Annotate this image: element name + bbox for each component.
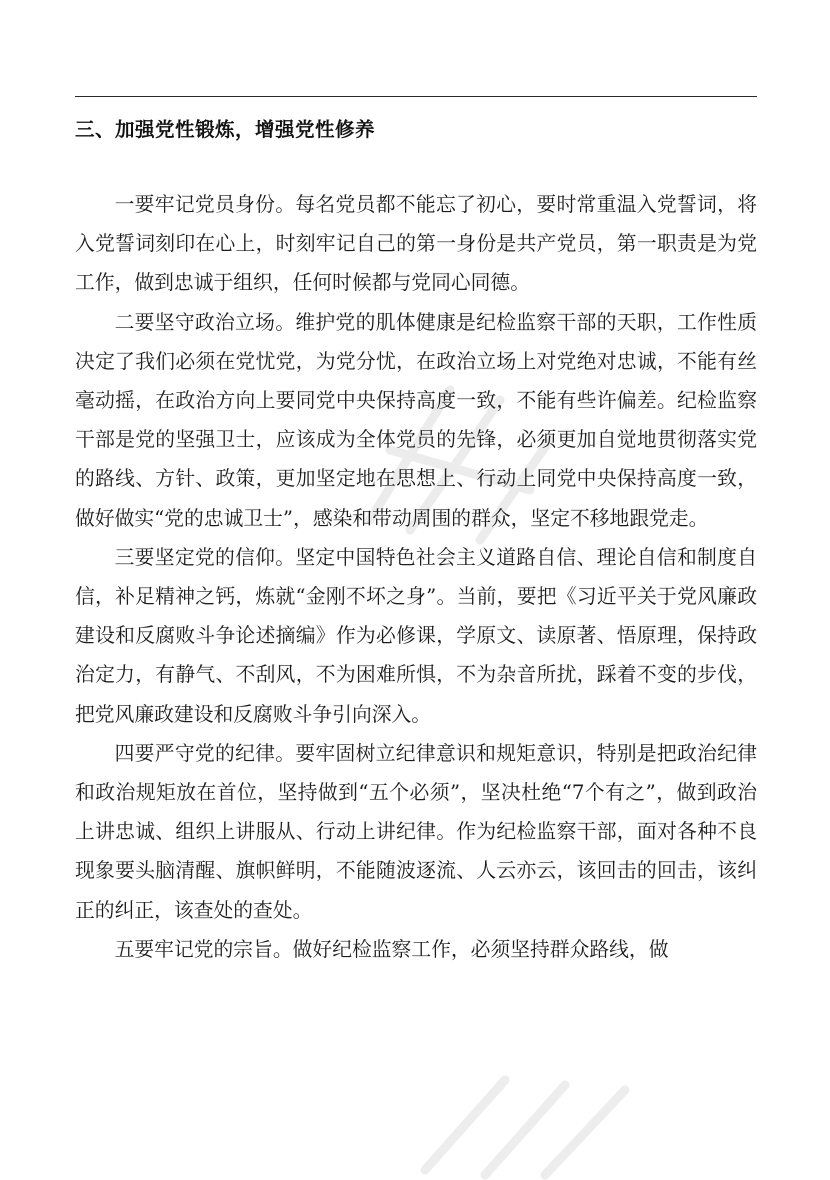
paragraph-1: 一要牢记党员身份。每名党员都不能忘了初心，要时常重温入党誓词，将入党誓词刻印在心上，时刻牢记自己的第一身份是共产党员，第一职责是为党工作，做到忠诚于组织，任何时候都与党同心同德。 xyxy=(75,193,757,295)
paragraph-5: 五要牢记党的宗旨。做好纪检监察工作，必须坚持群众路线，做 xyxy=(114,937,669,961)
document-body xyxy=(75,185,757,969)
paragraph-3: 三要坚定党的信仰。坚定中国特色社会主义道路自信、理论自信和制度自信，补足精神之钙，炼就“金刚不坏之身”。当前，要把《习近平关于党风廉政建设和反腐败斗争论述摘编》作为必修课，学原文、读原著、悟原理，保持政治定力，有静气、不刮风，不为困难所惧，不为杂音所扰，踩着不变的步伐，把党风廉政建设和反腐败斗争引向深入。 xyxy=(75,545,757,726)
header-rule xyxy=(75,96,757,97)
watermark-logo-bottom xyxy=(395,1040,655,1180)
paragraph-2: 二要坚守政治立场。维护党的肌体健康是纪检监察干部的天职，工作性质决定了我们必须在党忧党，为党分忧，在政治立场上对党绝对忠诚，不能有丝毫动摇，在政治方向上要同党中央保持高度一致，不能有些许偏差。纪检监察干部是党的坚强卫士，应该成为全体党员的先锋，必须更加自觉地贯彻落实党的路线、方针、政策，更加坚定地在思想上、行动上同党中央保持高度一致，做好做实“党的忠诚卫士”，感染和带动周围的群众，坚定不移地跟党走。 xyxy=(75,310,757,530)
section-heading: 三、加强党性锻炼，增强党性修养 xyxy=(75,118,376,141)
paragraph-4: 四要严守党的纪律。要牢固树立纪律意识和规矩意识，特别是把政治纪律和政治规矩放在首位，坚持做到“五个必须”，坚决杜绝“7个有之”，做到政治上讲忠诚、组织上讲服从、行动上讲纪律。作为纪检监察干部，面对各种不良现象要头脑清醒、旗帜鲜明，不能随波逐流、人云亦云，该回击的回击，该纠正的纠正，该查处的查处。 xyxy=(75,741,757,922)
